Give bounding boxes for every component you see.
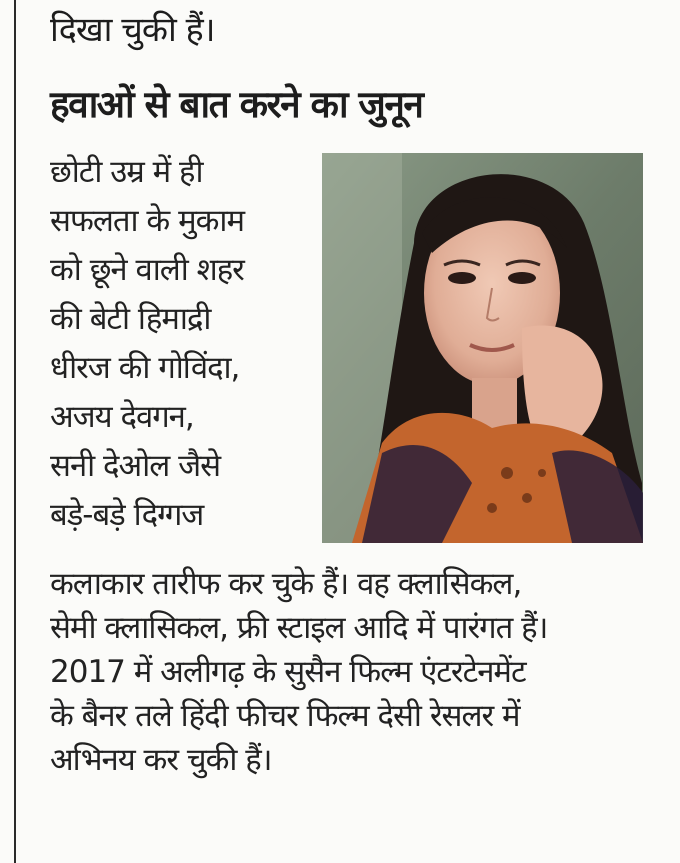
body-line: 2017 में अलीगढ़ के सुसैन फिल्म एंटरटेनमेंट — [50, 654, 526, 690]
article-body-full-width-section — [50, 562, 650, 782]
article-headline: हवाओं से बात करने का जुनून — [50, 83, 423, 126]
previous-fragment-text: दिखा चुकी हैं। — [50, 10, 215, 50]
body-line: कलाकार तारीफ कर चुके हैं। वह क्लासिकल, — [50, 566, 522, 602]
body-line: अजय देवगन, — [50, 399, 194, 435]
body-line: बड़े-बड़े दिग्गज — [50, 497, 204, 533]
portrait-photo-icon — [322, 153, 643, 543]
body-line: अभिनय कर चुकी हैं। — [50, 742, 272, 778]
body-line: के बैनर तले हिंदी फीचर फिल्म देसी रेसलर में — [50, 698, 520, 734]
column-rule — [14, 0, 16, 863]
body-line: छोटी उम्र में ही — [50, 154, 203, 190]
body-line: को छूने वाली शहर — [50, 252, 244, 288]
body-line: सेमी क्लासिकल, फ्री स्टाइल आदि में पारंगत हैं। — [50, 610, 548, 646]
body-line: धीरज की गोविंदा, — [50, 350, 240, 386]
body-line: सफलता के मुकाम — [50, 203, 245, 239]
body-line: की बेटी हिमाद्री — [50, 301, 211, 337]
previous-paragraph-end — [50, 8, 660, 52]
body-line: सनी देओल जैसे — [50, 448, 221, 484]
portrait-photo — [322, 153, 643, 543]
